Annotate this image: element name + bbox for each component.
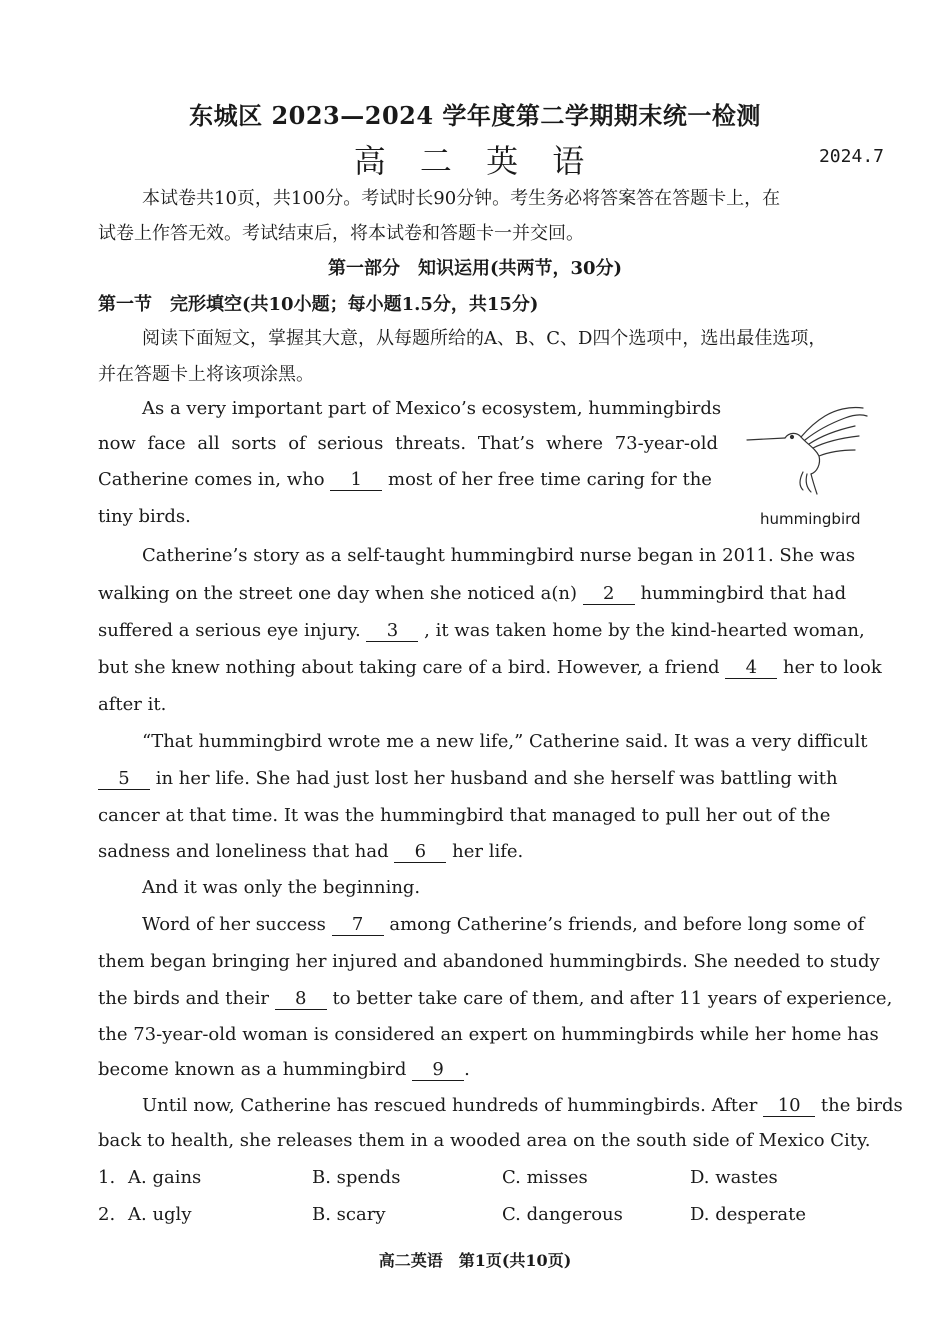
passage-text: , it was taken home by the kind-hearted woman, xyxy=(424,620,865,641)
option-a[interactable]: A. ugly xyxy=(128,1204,192,1225)
passage-line: Catherine’s story as a self-taught hummingbird nurse began in 2011. She was xyxy=(142,545,856,566)
blank-6: 6 xyxy=(394,842,446,863)
passage-text: . xyxy=(464,1059,470,1080)
passage-line: now face all sorts of serious threats. That’s where 73-year-old xyxy=(98,433,719,454)
passage-text: suffered a serious eye injury. xyxy=(98,620,361,641)
passage-line xyxy=(142,914,864,936)
passage-text: among Catherine’s friends, and before long some of xyxy=(389,914,865,935)
passage-line xyxy=(98,583,846,605)
blank-10: 10 xyxy=(763,1096,815,1117)
passage-text: her to look xyxy=(783,657,882,678)
option-b[interactable]: B. scary xyxy=(312,1204,386,1225)
blank-1: 1 xyxy=(330,470,382,491)
passage-line xyxy=(98,768,838,790)
blank-4: 4 xyxy=(725,658,777,679)
passage-text: her life. xyxy=(452,841,524,862)
option-c[interactable]: C. misses xyxy=(502,1167,588,1188)
blank-9: 9 xyxy=(412,1060,464,1081)
passage-line xyxy=(98,657,882,679)
question-number: 1. xyxy=(98,1167,116,1188)
passage-line xyxy=(98,988,892,1010)
option-c[interactable]: C. dangerous xyxy=(502,1204,623,1225)
passage-text: hummingbird that had xyxy=(640,583,847,604)
passage-text: Until now, Catherine has rescued hundreds of hummingbirds. After xyxy=(142,1095,758,1116)
passage-text: become known as a hummingbird xyxy=(98,1059,407,1080)
option-a[interactable]: A. gains xyxy=(128,1167,202,1188)
passage-line: them began bringing her injured and abandoned hummingbirds. She needed to study xyxy=(98,951,880,972)
section1-direction-2: 并在答题卡上将该项涂黑。 xyxy=(98,364,314,385)
passage-line xyxy=(98,620,865,642)
section1-direction-1: 阅读下面短文，掌握其大意，从每题所给的A、B、C、D四个选项中，选出最佳选项， xyxy=(142,328,827,349)
passage-text: walking on the street one day when she noticed a(n) xyxy=(98,583,577,604)
subject-title: 高 二 英 语 xyxy=(353,142,597,180)
blank-7: 7 xyxy=(332,915,384,936)
passage-text: Catherine comes in, who xyxy=(98,469,325,490)
passage-line: cancer at that time. It was the hummingbird that managed to pull her out of the xyxy=(98,805,831,826)
passage-text: most of her free time caring for the xyxy=(388,469,712,490)
passage-text: Word of her success xyxy=(142,914,326,935)
passage-line xyxy=(98,841,523,863)
passage-line xyxy=(142,1095,903,1117)
passage-text: the birds and their xyxy=(98,988,269,1009)
blank-5: 5 xyxy=(98,769,150,790)
section1-title: 第一节 完形填空(共10小题；每小题1.5分，共15分) xyxy=(98,294,539,315)
option-b[interactable]: B. spends xyxy=(312,1167,401,1188)
option-d[interactable]: D. desperate xyxy=(690,1204,807,1225)
passage-text: the birds xyxy=(820,1095,903,1116)
passage-line xyxy=(98,469,712,491)
option-d[interactable]: D. wastes xyxy=(690,1167,778,1188)
passage-text: sadness and loneliness that had xyxy=(98,841,389,862)
passage-text: but she knew nothing about taking care of a bird. However, a friend xyxy=(98,657,720,678)
blank-8: 8 xyxy=(275,989,327,1010)
passage-text: to better take care of them, and after 11 years of experience, xyxy=(332,988,893,1009)
passage-line: As a very important part of Mexico’s ecosystem, hummingbirds xyxy=(142,398,722,419)
blank-3: 3 xyxy=(366,621,418,642)
exam-title: 东城区 2023—2024 学年度第二学期期末统一检测 xyxy=(189,101,761,130)
passage-line: back to health, she releases them in a wooded area on the south side of Mexico City. xyxy=(98,1130,871,1151)
instructions-line-1: 本试卷共10页，共100分。考试时长90分钟。考生务必将答案答在答题卡上，在 xyxy=(142,188,781,209)
passage-line: the 73-year-old woman is considered an expert on hummingbirds while her home has xyxy=(98,1024,879,1045)
passage-line: And it was only the beginning. xyxy=(142,877,421,898)
instructions-line-2: 试卷上作答无效。考试结束后，将本试卷和答题卡一并交回。 xyxy=(98,223,584,244)
passage-line: “That hummingbird wrote me a new life,” Catherine said. It was a very difficult xyxy=(142,731,868,752)
hummingbird-illustration xyxy=(745,402,875,502)
part1-title: 第一部分 知识运用(共两节，30分) xyxy=(327,258,623,279)
passage-line xyxy=(98,1059,470,1081)
blank-2: 2 xyxy=(583,584,635,605)
image-caption: hummingbird xyxy=(760,510,861,528)
exam-date: 2024.7 xyxy=(818,146,884,167)
passage-line: tiny birds. xyxy=(98,506,191,527)
passage-line: after it. xyxy=(98,694,167,715)
passage-text: in her life. She had just lost her husband and she herself was battling with xyxy=(155,768,838,789)
page-footer: 高二英语 第1页(共10页) xyxy=(378,1251,572,1270)
question-number: 2. xyxy=(98,1204,116,1225)
